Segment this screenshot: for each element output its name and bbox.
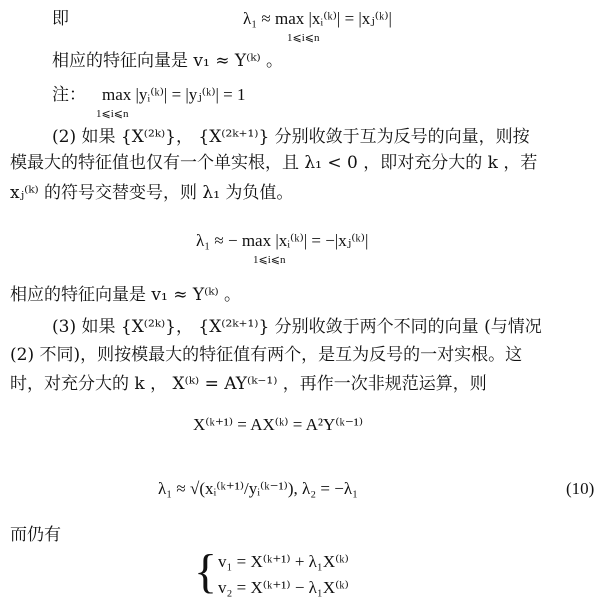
text-still-have: 而仍有: [10, 525, 61, 545]
formula-x-k-plus-1: X⁽ᵏ⁺¹⁾ = AX⁽ᵏ⁾ = A²Y⁽ᵏ⁻¹⁾: [193, 415, 364, 434]
text-case3-line1: (3) 如果 {X⁽²ᵏ⁾}， {X⁽²ᵏ⁺¹⁾} 分别收敛于两个不同的向量 (与情况: [52, 317, 542, 337]
text-eigenvector-2: 相应的特征向量是 v₁ ≈ Y⁽ᵏ⁾ 。: [10, 285, 242, 305]
text-case2-line2: 模最大的特征值也仅有一个单实根，且 λ₁ < 0 ，即对充分大的 k ，若: [10, 153, 538, 173]
formula-lambda1-negative: λ₁ ≈ − max |xᵢ⁽ᵏ⁾| = −|xⱼ⁽ᵏ⁾|: [196, 231, 369, 250]
text-prefix-ji: 即: [52, 9, 69, 29]
max-limit-1: 1⩽i⩽n: [287, 32, 320, 44]
formula-v2: v₂ = X⁽ᵏ⁺¹⁾ − λ₁X⁽ᵏ⁾: [218, 578, 349, 597]
formula-equation-10: λ₁ ≈ √(xᵢ⁽ᵏ⁺¹⁾/yᵢ⁽ᵏ⁻¹⁾), λ₂ = −λ₁: [158, 479, 359, 498]
text-eigenvector-1: 相应的特征向量是 v₁ ≈ Y⁽ᵏ⁾ 。: [52, 51, 284, 71]
text-case3-line3: 时，对充分大的 k ， X⁽ᵏ⁾ = AY⁽ᵏ⁻¹⁾ ，再作一次非规范运算，则: [10, 374, 487, 394]
max-limit-3: 1⩽i⩽n: [253, 254, 286, 266]
max-limit-2: 1⩽i⩽n: [96, 108, 129, 120]
formula-note-normalized: max |yᵢ⁽ᵏ⁾| = |yⱼ⁽ᵏ⁾| = 1: [102, 85, 246, 104]
text-note-prefix: 注：: [52, 85, 86, 105]
formula-v1: v₁ = X⁽ᵏ⁺¹⁾ + λ₁X⁽ᵏ⁾: [218, 552, 349, 571]
text-case2-line1: (2) 如果 {X⁽²ᵏ⁾}， {X⁽²ᵏ⁺¹⁾} 分别收敛于互为反号的向量，则按: [52, 127, 530, 147]
formula-lambda1-max: λ₁ ≈ max |xᵢ⁽ᵏ⁾| = |xⱼ⁽ᵏ⁾|: [243, 9, 392, 28]
text-case3-line2: (2) 不同)，则按模最大的特征值有两个，是互为反号的一对实根。这: [10, 345, 523, 365]
left-brace: {: [194, 545, 218, 598]
equation-number: (10): [566, 479, 595, 498]
text-case2-line3: xⱼ⁽ᵏ⁾ 的符号交替变号，则 λ₁ 为负值。: [10, 183, 294, 203]
